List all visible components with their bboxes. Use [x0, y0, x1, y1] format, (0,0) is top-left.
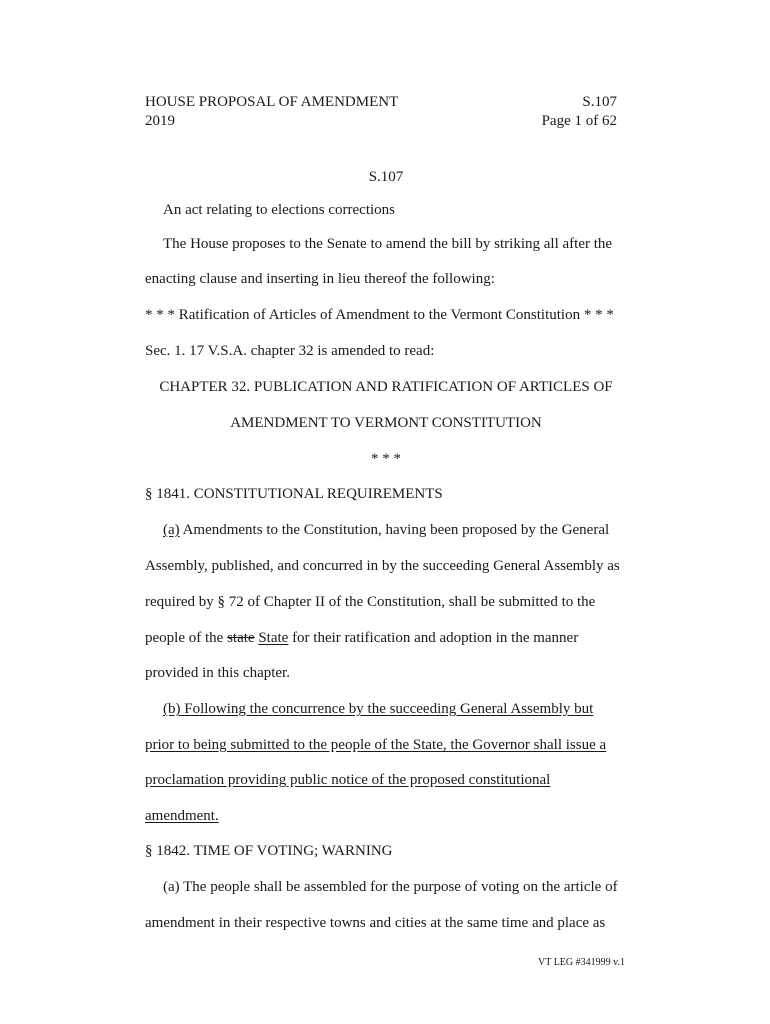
header-bill-number: S.107 [582, 94, 617, 110]
header-left [145, 93, 398, 131]
header-year: 2019 [145, 113, 175, 129]
footer-code: VT LEG #341999 v.1 [538, 957, 625, 968]
header-page-number: Page 1 of 62 [541, 113, 617, 129]
bill-number: S.107 [368, 169, 404, 185]
subsection-a-line-4: people of the state State for their ratification and adoption in the manner [145, 630, 579, 646]
proposal-line-2: enacting clause and inserting in lieu thereof the following: [145, 271, 495, 287]
chapter-heading-line-2: AMENDMENT TO VERMONT CONSTITUTION [230, 415, 542, 431]
subsection-b-line-1: (b) Following the concurrence by the succeeding General Assembly but [163, 701, 594, 717]
struck-text: state [227, 630, 255, 646]
act-title: An act relating to elections corrections [163, 202, 395, 218]
header-title: HOUSE PROPOSAL OF AMENDMENT [145, 94, 399, 110]
inserted-text: State [258, 630, 289, 646]
subsection-a-label: (a) [163, 522, 180, 538]
sec-1-line: Sec. 1. 17 V.S.A. chapter 32 is amended to read: [145, 343, 435, 359]
proposal-line-1: The House proposes to the Senate to amend the bill by striking all after the [163, 236, 613, 252]
chapter-heading-line-1: CHAPTER 32. PUBLICATION AND RATIFICATION OF ARTICLES OF [159, 379, 613, 395]
subsection-b-line-2: prior to being submitted to the people of the State, the Governor shall issue a [145, 737, 607, 753]
section-1842-heading: § 1842. TIME OF VOTING; WARNING [145, 843, 393, 859]
section-1841-heading: § 1841. CONSTITUTIONAL REQUIREMENTS [145, 486, 443, 502]
subsection-b-line-4: amendment. [145, 808, 219, 824]
section-1842-a-line-1: (a) The people shall be assembled for the purpose of voting on the article of [163, 879, 618, 895]
ratification-heading: * * * Ratification of Articles of Amendment to the Vermont Constitution * * * [145, 307, 614, 323]
subsection-a-line-5: provided in this chapter. [145, 665, 290, 681]
subsection-a-line-2: Assembly, published, and concurred in by the succeeding General Assembly as [145, 558, 620, 574]
subsection-b-line-3: proclamation providing public notice of the proposed constitutional [145, 772, 551, 788]
header-right [542, 93, 617, 131]
subsection-a-line-3: required by § 72 of Chapter II of the Constitution, shall be submitted to the [145, 594, 596, 610]
section-divider-stars: * * * [371, 451, 401, 467]
subsection-a-line-1: (a) Amendments to the Constitution, having been proposed by the General [163, 522, 610, 538]
section-1842-a-line-2: amendment in their respective towns and cities at the same time and place as [145, 915, 606, 931]
